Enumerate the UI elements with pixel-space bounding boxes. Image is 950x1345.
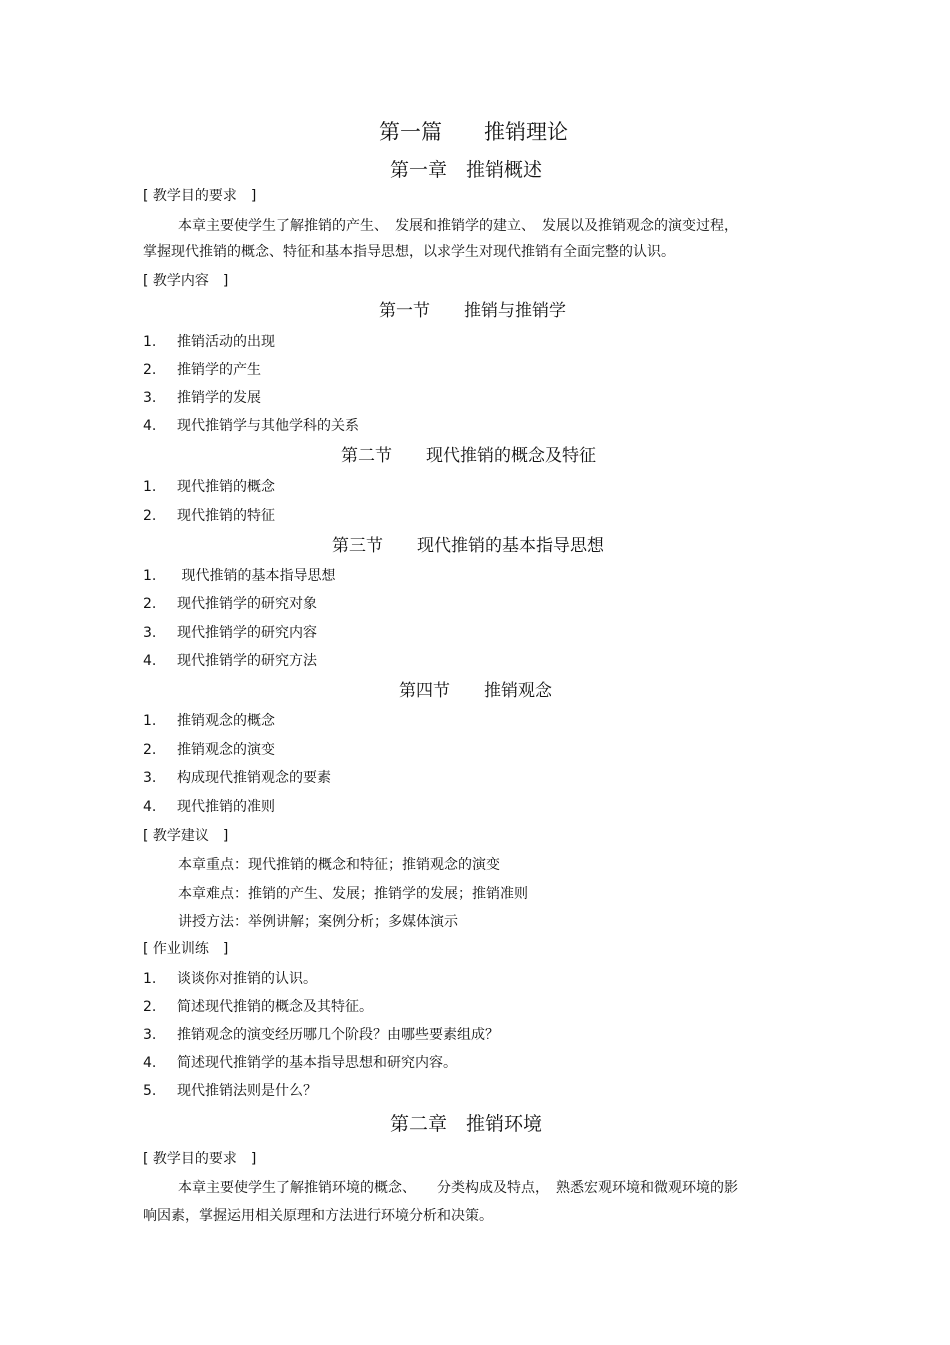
chapter-1-homework-label: [ 作业训练 ] bbox=[143, 941, 229, 957]
list-item: 4. 现代推销学与其他学科的关系 bbox=[143, 418, 359, 434]
chapter-2-goal-label: [ 教学目的要求 ] bbox=[143, 1151, 257, 1167]
list-item: 2. 现代推销的特征 bbox=[143, 508, 275, 524]
chapter-1-content-label: [ 教学内容 ] bbox=[143, 273, 229, 289]
list-item: 1. 现代推销的概念 bbox=[143, 479, 275, 495]
chapter-1-title: 第一章 推销概述 bbox=[390, 159, 543, 181]
list-item: 3. 现代推销学的研究内容 bbox=[143, 625, 317, 641]
suggestion-item: 本章难点：推销的产生、发展；推销学的发展；推销准则 bbox=[178, 886, 528, 902]
chapter-1-suggest-label: [ 教学建议 ] bbox=[143, 828, 229, 844]
list-item: 1. 推销活动的出现 bbox=[143, 334, 275, 350]
list-item: 3. 推销学的发展 bbox=[143, 390, 261, 406]
list-item: 1. 推销观念的概念 bbox=[143, 713, 275, 729]
homework-item: 5. 现代推销法则是什么？ bbox=[143, 1083, 317, 1099]
chapter-1-goal-text-line1: 本章主要使学生了解推销的产生、 发展和推销学的建立、 发展以及推销观念的演变过程， bbox=[178, 218, 738, 234]
list-item: 3. 构成现代推销观念的要素 bbox=[143, 770, 331, 786]
list-item: 4. 现代推销的准则 bbox=[143, 799, 275, 815]
list-item: 2. 推销观念的演变 bbox=[143, 742, 275, 758]
chapter-2-goal-text-line1: 本章主要使学生了解推销环境的概念、 分类构成及特点， 熟悉宏观环境和微观环境的影 bbox=[178, 1180, 738, 1196]
chapter-2-goal-text-line2: 响因素，掌握运用相关原理和方法进行环境分析和决策。 bbox=[143, 1208, 493, 1224]
suggestion-item: 本章重点：现代推销的概念和特征；推销观念的演变 bbox=[178, 857, 500, 873]
homework-item: 3. 推销观念的演变经历哪几个阶段？由哪些要素组成？ bbox=[143, 1027, 499, 1043]
part-title: 第一篇 推销理论 bbox=[379, 120, 568, 144]
list-item: 2. 推销学的产生 bbox=[143, 362, 261, 378]
list-item: 4. 现代推销学的研究方法 bbox=[143, 653, 317, 669]
section-1-title: 第一节 推销与推销学 bbox=[379, 301, 566, 321]
homework-item: 2. 简述现代推销的概念及其特征。 bbox=[143, 999, 373, 1015]
chapter-1-goal-text-line2: 掌握现代推销的概念、特征和基本指导思想，以求学生对现代推销有全面完整的认识。 bbox=[143, 244, 675, 260]
suggestion-item: 讲授方法：举例讲解；案例分析；多媒体演示 bbox=[178, 914, 458, 930]
homework-item: 4. 简述现代推销学的基本指导思想和研究内容。 bbox=[143, 1055, 457, 1071]
list-item: 1. 现代推销的基本指导思想 bbox=[143, 568, 336, 584]
chapter-1-goal-label: [ 教学目的要求 ] bbox=[143, 188, 257, 204]
list-item: 2. 现代推销学的研究对象 bbox=[143, 596, 317, 612]
chapter-2-title: 第二章 推销环境 bbox=[390, 1113, 543, 1135]
homework-item: 1. 谈谈你对推销的认识。 bbox=[143, 971, 317, 987]
section-4-title: 第四节 推销观念 bbox=[399, 681, 552, 701]
section-3-title: 第三节 现代推销的基本指导思想 bbox=[332, 536, 604, 556]
section-2-title: 第二节 现代推销的概念及特征 bbox=[341, 446, 596, 466]
